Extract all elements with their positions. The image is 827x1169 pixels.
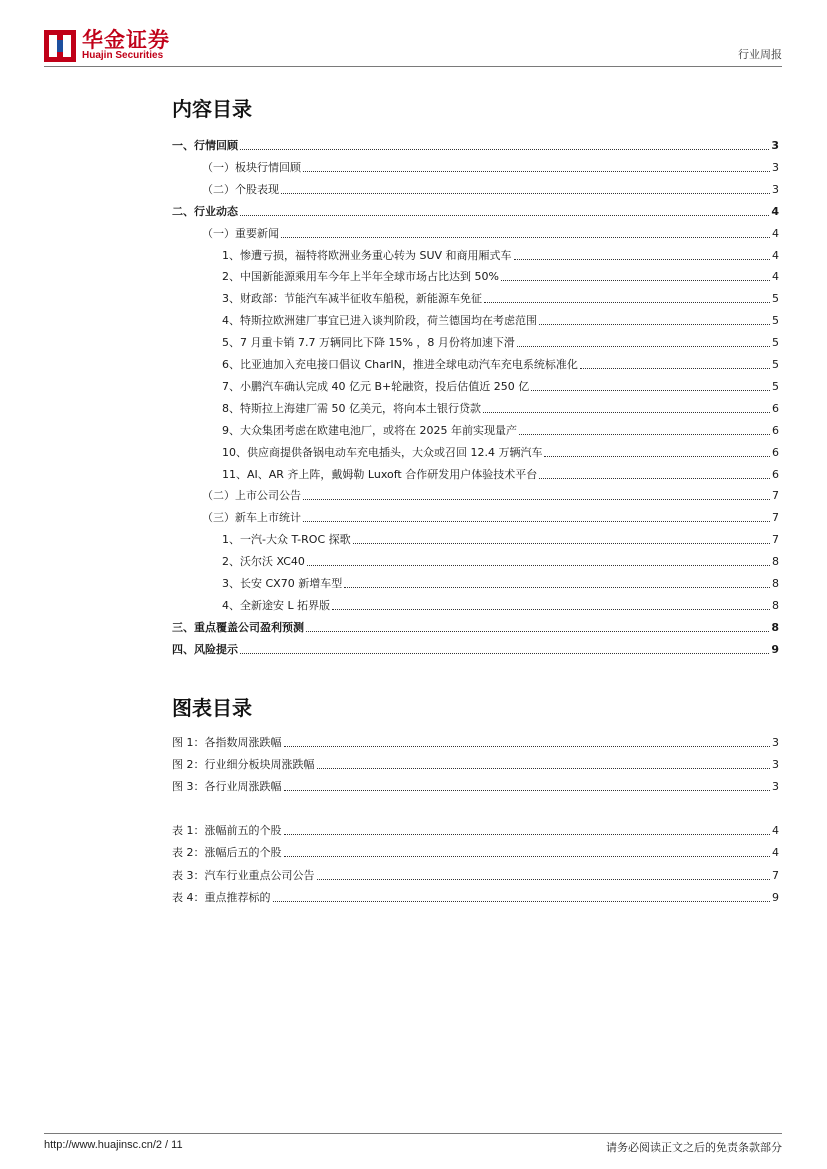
toc-page-number: 8 xyxy=(772,598,779,612)
toc-entry-label: 表 1：涨幅前五的个股 xyxy=(172,824,282,837)
toc-leader-dots xyxy=(281,237,770,238)
toc-entry-level-1[interactable] xyxy=(172,619,779,635)
toc-page-number: 6 xyxy=(772,401,779,415)
toc-entry-label: 2、中国新能源乘用车今年上半年全球市场占比达到 50% xyxy=(222,270,499,284)
toc-page-number: 3 xyxy=(772,780,779,793)
toc-entry-label: 表 4：重点推荐标的 xyxy=(172,890,271,904)
toc-entry-level-2[interactable] xyxy=(202,159,779,175)
toc-entry-label: 三、重点覆盖公司盈利预测 xyxy=(172,620,304,634)
toc-page-number: 5 xyxy=(772,314,779,328)
toc-leader-dots xyxy=(317,768,771,769)
figure-entry[interactable] xyxy=(172,756,779,772)
toc-page-number: 4 xyxy=(772,824,779,837)
toc-entry-level-3[interactable] xyxy=(222,268,779,284)
toc-leader-dots xyxy=(317,879,771,880)
toc-entry-label: 1、惨遭亏损，福特将欧洲业务重心转为 SUV 和商用厢式车 xyxy=(222,248,512,262)
toc-entry-level-2[interactable] xyxy=(202,225,779,241)
toc-entry-level-3[interactable] xyxy=(222,466,779,482)
toc-entry-level-3[interactable] xyxy=(222,575,779,591)
toc-page-number: 3 xyxy=(772,160,779,174)
company-name-cn: 华金证券 xyxy=(82,28,170,52)
toc-entry-label: 11、AI、AR 齐上阵，戴姆勒 Luxoft 合作研发用户体验技术平台 xyxy=(222,467,538,481)
toc-leader-dots xyxy=(273,901,771,902)
toc-leader-dots xyxy=(344,587,770,588)
toc-entry-label: （二）个股表现 xyxy=(202,182,279,196)
figure-entry[interactable] xyxy=(172,778,779,794)
toc-page-number: 9 xyxy=(772,890,779,904)
toc-entry-label: 表 3：汽车行业重点公司公告 xyxy=(172,868,315,882)
toc-entry-label: 一、行情回顾 xyxy=(172,139,238,152)
toc-page-number: 6 xyxy=(772,445,779,459)
toc-leader-dots xyxy=(303,521,770,522)
toc-entry-level-3[interactable] xyxy=(222,334,779,350)
toc-entry-level-2[interactable] xyxy=(202,181,779,197)
toc-leader-dots xyxy=(484,302,770,303)
toc-entry-level-3[interactable] xyxy=(222,312,779,328)
toc-entry-level-3[interactable] xyxy=(222,247,779,263)
toc-page-number: 4 xyxy=(772,248,779,262)
footer-disclaimer: 请务必阅读正文之后的免责条款部分 xyxy=(606,1141,782,1154)
toc-page-number: 5 xyxy=(772,292,779,306)
toc-leader-dots xyxy=(240,653,769,654)
company-name-en: Huajin Securities xyxy=(82,50,164,61)
toc-leader-dots xyxy=(519,434,770,435)
toc-page-number: 7 xyxy=(772,511,779,525)
toc-page-number: 4 xyxy=(772,270,779,284)
toc-leader-dots xyxy=(281,193,770,194)
toc-leader-dots xyxy=(531,390,770,391)
toc-entry-level-1[interactable] xyxy=(172,641,779,657)
toc-entry-level-3[interactable] xyxy=(222,531,779,547)
footer-divider xyxy=(44,1133,782,1134)
toc-leader-dots xyxy=(284,790,771,791)
toc-page-number: 7 xyxy=(772,533,779,547)
toc-leader-dots xyxy=(332,609,770,610)
table-entry[interactable] xyxy=(172,889,779,905)
toc-entry-label: 2、沃尔沃 XC40 xyxy=(222,555,305,569)
toc-entry-label: 图 2：行业细分板块周涨跌幅 xyxy=(172,758,315,771)
toc-entry-level-1[interactable] xyxy=(172,137,779,153)
contents-title: 内容目录 xyxy=(172,97,252,121)
toc-entry-label: 四、风险提示 xyxy=(172,642,238,656)
toc-leader-dots xyxy=(580,368,770,369)
footer-url-page: http://www.huajinsc.cn/2 / 11 xyxy=(44,1139,183,1151)
toc-leader-dots xyxy=(307,565,770,566)
toc-entry-level-3[interactable] xyxy=(222,400,779,416)
toc-leader-dots xyxy=(517,346,770,347)
header-divider xyxy=(44,66,782,67)
toc-page-number: 4 xyxy=(772,226,779,240)
toc-entry-level-3[interactable] xyxy=(222,553,779,569)
toc-leader-dots xyxy=(240,215,769,216)
toc-page-number: 8 xyxy=(771,620,779,634)
page-header xyxy=(44,28,782,66)
toc-page-number: 5 xyxy=(772,379,779,393)
toc-leader-dots xyxy=(544,456,770,457)
toc-entry-label: 表 2：涨幅后五的个股 xyxy=(172,846,282,860)
toc-leader-dots xyxy=(306,631,769,632)
toc-page-number: 9 xyxy=(771,642,779,656)
toc-entry-level-3[interactable] xyxy=(222,444,779,460)
toc-entry-level-2[interactable] xyxy=(202,487,779,503)
toc-entry-level-3[interactable] xyxy=(222,356,779,372)
document-type: 行业周报 xyxy=(738,48,782,61)
toc-leader-dots xyxy=(539,478,770,479)
toc-entry-level-3[interactable] xyxy=(222,597,779,613)
toc-entry-label: 5、7 月重卡销 7.7 万辆同比下降 15% ，8 月份将加速下滑 xyxy=(222,336,515,350)
huajin-logo-icon xyxy=(44,30,76,62)
toc-page-number: 6 xyxy=(772,423,779,437)
table-entry[interactable] xyxy=(172,844,779,860)
toc-page-number: 8 xyxy=(772,577,779,590)
toc-page-number: 4 xyxy=(772,846,779,860)
toc-entry-label: 10、供应商提供备锅电动车充电插头，大众或召回 12.4 万辆汽车 xyxy=(222,445,543,459)
table-entry[interactable] xyxy=(172,822,779,838)
toc-entry-label: 1、一汽-大众 T-ROC 探歌 xyxy=(222,533,351,547)
toc-entry-label: 4、特斯拉欧洲建厂事宜已进入谈判阶段，荷兰德国均在考虑范围 xyxy=(222,314,537,328)
toc-leader-dots xyxy=(303,499,770,500)
toc-entry-label: （一）板块行情回顾 xyxy=(202,160,301,174)
toc-entry-label: 3、长安 CX70 新增车型 xyxy=(222,577,343,590)
toc-page-number: 5 xyxy=(772,336,779,350)
toc-entry-label: 6、比亚迪加入充电接口倡议 CharIN，推进全球电动汽车充电系统标准化 xyxy=(222,358,578,371)
toc-entry-level-3[interactable] xyxy=(222,290,779,306)
toc-page-number: 5 xyxy=(772,358,779,371)
toc-leader-dots xyxy=(284,834,771,835)
toc-entry-level-3[interactable] xyxy=(222,378,779,394)
toc-page-number: 4 xyxy=(771,204,779,218)
toc-leader-dots xyxy=(501,280,770,281)
toc-page-number: 8 xyxy=(772,555,779,569)
toc-entry-label: 图 3：各行业周涨跌幅 xyxy=(172,780,282,793)
toc-leader-dots xyxy=(303,171,770,172)
toc-entry-level-3[interactable] xyxy=(222,422,779,438)
toc-entry-level-1[interactable] xyxy=(172,203,779,219)
toc-leader-dots xyxy=(514,259,770,260)
toc-leader-dots xyxy=(483,412,770,413)
toc-entry-label: 二、行业动态 xyxy=(172,204,238,218)
toc-page-number: 3 xyxy=(772,736,779,749)
toc-leader-dots xyxy=(240,149,769,150)
toc-leader-dots xyxy=(284,856,771,857)
toc-entry-label: （一）重要新闻 xyxy=(202,226,279,240)
toc-page-number: 3 xyxy=(772,182,779,196)
toc-entry-label: 8、特斯拉上海建厂需 50 亿美元，将向本土银行贷款 xyxy=(222,401,481,415)
figures-title: 图表目录 xyxy=(172,696,252,720)
toc-page-number: 7 xyxy=(772,489,779,503)
toc-page-number: 3 xyxy=(771,139,779,152)
toc-entry-label: 4、全新途安 L 拓界版 xyxy=(222,598,331,612)
toc-page-number: 6 xyxy=(772,467,779,481)
toc-entry-label: 9、大众集团考虑在欧建电池厂，或将在 2025 年前实现量产 xyxy=(222,423,517,437)
toc-entry-label: 7、小鹏汽车确认完成 40 亿元 B+轮融资，投后估值近 250 亿 xyxy=(222,379,530,393)
toc-leader-dots xyxy=(284,746,771,747)
toc-page-number: 7 xyxy=(772,868,779,882)
toc-entry-label: 3、财政部：节能汽车减半征收车船税，新能源车免征 xyxy=(222,292,482,306)
toc-entry-level-2[interactable] xyxy=(202,509,779,525)
figure-entry[interactable] xyxy=(172,734,779,750)
toc-entry-label: 图 1：各指数周涨跌幅 xyxy=(172,736,282,749)
table-entry[interactable] xyxy=(172,867,779,883)
toc-page-number: 3 xyxy=(772,758,779,771)
toc-leader-dots xyxy=(539,324,770,325)
toc-entry-label: （三）新车上市统计 xyxy=(202,511,301,525)
toc-leader-dots xyxy=(353,543,770,544)
toc-entry-label: （二）上市公司公告 xyxy=(202,489,301,503)
